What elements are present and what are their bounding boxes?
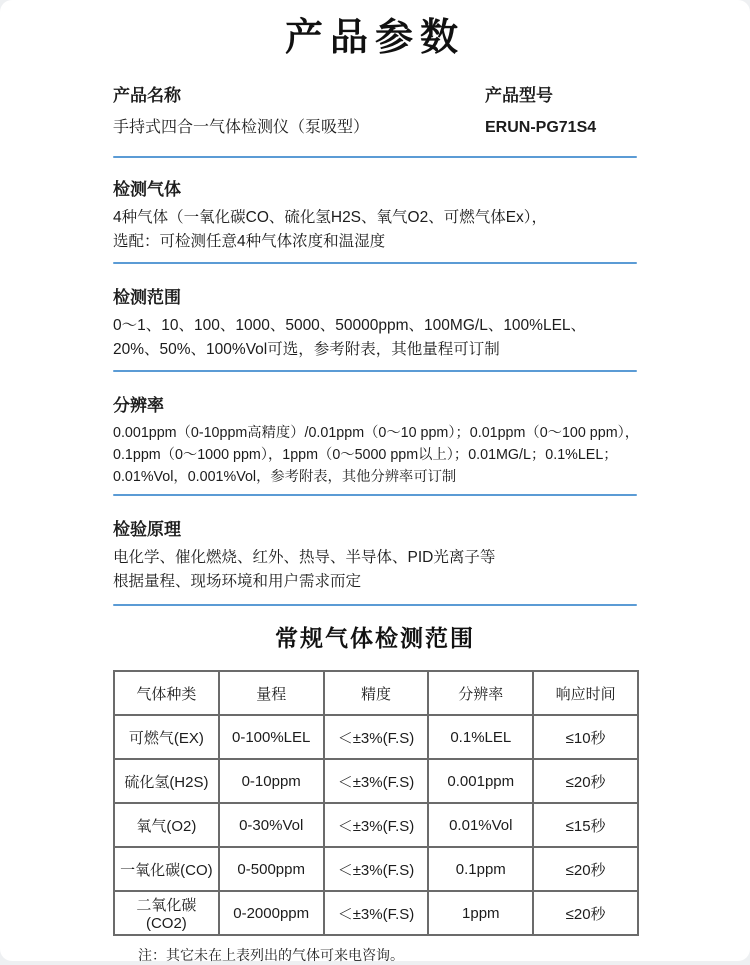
product-name-block [113, 84, 485, 140]
product-info-row [113, 84, 637, 140]
cell-resolution: 1ppm [428, 891, 533, 935]
cell-response-time: ≤20秒 [533, 759, 638, 803]
product-model-label: 产品型号 [485, 84, 637, 108]
section-line: 电化学、催化燃烧、红外、热导、半导体、PID光离子等 [113, 546, 637, 570]
gas-table-title: 常规气体检测范围 [113, 622, 637, 654]
product-model-block [485, 84, 637, 140]
cell-range: 0-2000ppm [219, 891, 324, 935]
product-name-value: 手持式四合一气体检测仪（泵吸型） [113, 116, 485, 140]
cell-accuracy: ＜±3%(F.S) [324, 759, 429, 803]
section-line: 选配：可检测任意4种气体浓度和温湿度 [113, 230, 637, 254]
section-heading: 检验原理 [113, 518, 637, 542]
section-divider [113, 604, 637, 606]
cell-gas-type: 一氧化碳(CO) [114, 847, 219, 891]
cell-gas-type: 二氧化碳(CO2) [114, 891, 219, 935]
section-line: 0.001ppm（0-10ppm高精度）/0.01ppm（0～10 ppm）；0.01ppm（0～100 ppm）， [113, 422, 637, 444]
table-row [114, 891, 638, 935]
section-heading: 检测范围 [113, 286, 637, 310]
section-detection-range [113, 286, 637, 362]
section-line: 20%、50%、100%Vol可选，参考附表，其他量程可订制 [113, 338, 637, 362]
table-row [114, 847, 638, 891]
cell-accuracy: ＜±3%(F.S) [324, 891, 429, 935]
section-line: 0.01%Vol，0.001%Vol，参考附表，其他分辨率可订制 [113, 466, 637, 488]
table-row [114, 715, 638, 759]
section-line: 0～1、10、100、1000、5000、50000ppm、100MG/L、100%LEL、 [113, 314, 637, 338]
cell-range: 0-100%LEL [219, 715, 324, 759]
cell-resolution: 0.01%Vol [428, 803, 533, 847]
section-line: 4种气体（一氧化碳CO、硫化氢H2S、氧气O2、可燃气体Ex）， [113, 206, 637, 230]
section-heading: 分辨率 [113, 394, 637, 418]
cell-resolution: 0.001ppm [428, 759, 533, 803]
section-line: 0.1ppm（0～1000 ppm），1ppm（0～5000 ppm以上）；0.01MG/L；0.1%LEL； [113, 444, 637, 466]
product-model-value: ERUN-PG71S4 [485, 116, 637, 140]
cell-range: 0-10ppm [219, 759, 324, 803]
section-body [113, 422, 637, 488]
cell-gas-type: 硫化氢(H2S) [114, 759, 219, 803]
section-divider [113, 262, 637, 264]
section-body [113, 546, 637, 594]
section-line: 根据量程、现场环境和用户需求而定 [113, 570, 637, 594]
table-note: 注：其它未在上表列出的气体可来电咨询。 [138, 945, 637, 965]
section-resolution [113, 394, 637, 488]
cell-gas-type: 可燃气(EX) [114, 715, 219, 759]
cell-gas-type: 氧气(O2) [114, 803, 219, 847]
page-title: 产品参数 [0, 0, 750, 64]
column-header-range: 量程 [219, 671, 324, 715]
content-area [113, 84, 637, 965]
cell-accuracy: ＜±3%(F.S) [324, 847, 429, 891]
cell-accuracy: ＜±3%(F.S) [324, 715, 429, 759]
column-header-response-time: 响应时间 [533, 671, 638, 715]
cell-response-time: ≤15秒 [533, 803, 638, 847]
section-divider [113, 156, 637, 158]
column-header-gas-type: 气体种类 [114, 671, 219, 715]
table-row [114, 803, 638, 847]
cell-response-time: ≤20秒 [533, 891, 638, 935]
section-detected-gases [113, 178, 637, 254]
cell-response-time: ≤20秒 [533, 847, 638, 891]
cell-range: 0-30%Vol [219, 803, 324, 847]
section-divider [113, 370, 637, 372]
table-header-row [114, 671, 638, 715]
cell-response-time: ≤10秒 [533, 715, 638, 759]
cell-resolution: 0.1ppm [428, 847, 533, 891]
gas-detection-table [113, 670, 639, 936]
table-row [114, 759, 638, 803]
section-heading: 检测气体 [113, 178, 637, 202]
cell-accuracy: ＜±3%(F.S) [324, 803, 429, 847]
section-divider [113, 494, 637, 496]
section-body [113, 206, 637, 254]
cell-resolution: 0.1%LEL [428, 715, 533, 759]
section-body [113, 314, 637, 362]
product-name-label: 产品名称 [113, 84, 485, 108]
section-detection-principle [113, 518, 637, 594]
column-header-resolution: 分辨率 [428, 671, 533, 715]
cell-range: 0-500ppm [219, 847, 324, 891]
column-header-accuracy: 精度 [324, 671, 429, 715]
